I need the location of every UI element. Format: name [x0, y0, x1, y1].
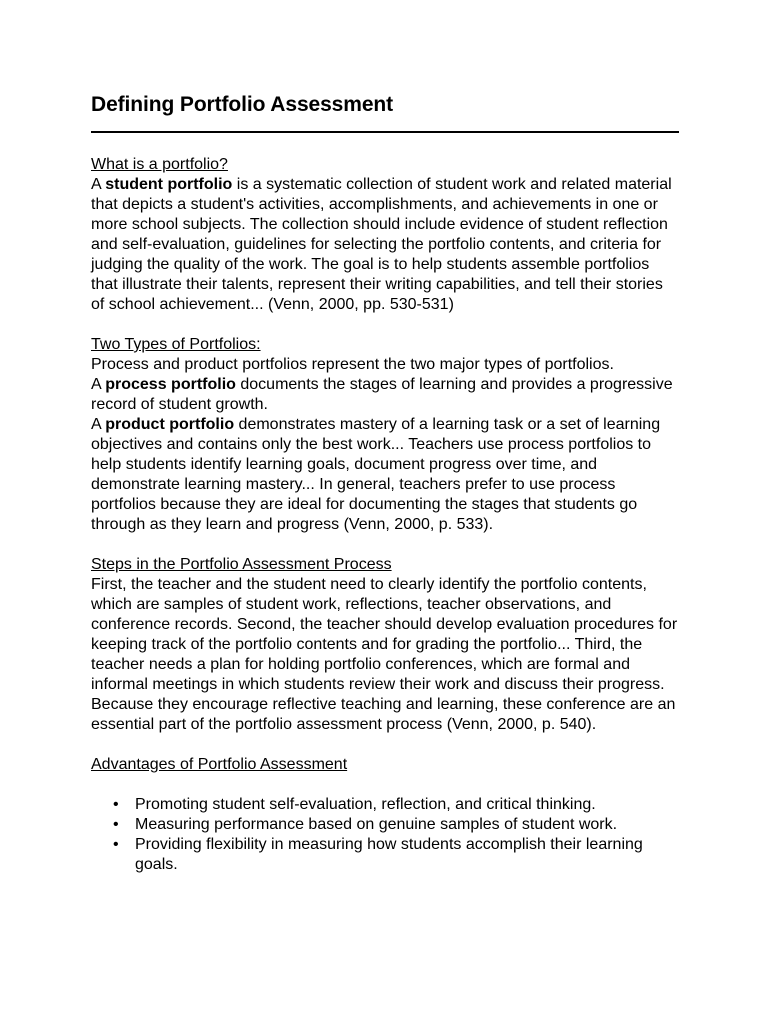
page-title: Defining Portfolio Assessment [91, 93, 394, 116]
bullet-icon: • [113, 836, 119, 853]
text-run: A [91, 176, 106, 193]
section-heading: What is a portfolio? [91, 156, 228, 173]
section-heading: Steps in the Portfolio Assessment Process [91, 556, 392, 573]
section-heading: Advantages of Portfolio Assessment [91, 756, 348, 773]
list-item [91, 835, 679, 875]
bold-term: process portfolio [105, 376, 236, 393]
bold-term: product portfolio [105, 416, 235, 433]
title-divider [91, 131, 679, 133]
text-run: A [91, 416, 106, 433]
list-item-text: Providing flexibility in measuring how students accomplish their learning goals. [135, 836, 643, 873]
list-item [91, 815, 679, 835]
list-item-text: Measuring performance based on genuine samples of student work. [135, 816, 618, 833]
section-advantages [91, 755, 679, 875]
section-what-is-portfolio [91, 155, 679, 315]
list-item [91, 795, 679, 815]
text-run: documents the stages of learning and provides a progressive record of student growth. [91, 376, 673, 413]
bold-term: student portfolio [105, 176, 233, 193]
section-two-types [91, 335, 679, 535]
list-item-text: Promoting student self-evaluation, reflection, and critical thinking. [135, 796, 596, 813]
paragraph [91, 175, 679, 315]
text-run: is a systematic collection of student work and related material that depicts a student's activities, accomplishments, and achievements in one or more school subjects. The collection should include evidence of student reflection and self-evaluation, guidelines for selecting the portfolio contents, and criteria for judging the quality of the work. The goal is to help students assemble portfolios that illustrate their talents, represent their writing capabilities, and tell their stories of school achievement... (Venn, 2000, pp. 530-531) [91, 176, 672, 313]
section-heading: Two Types of Portfolios: [91, 336, 261, 353]
text-run: A [91, 376, 106, 393]
bullet-icon: • [113, 796, 119, 813]
document-page [91, 92, 679, 875]
text-run: demonstrates mastery of a learning task or a set of learning objectives and contains only the best work... Teachers use process portfolios to help students identify learning goals, document progress over time, and demonstrate learning mastery... In general, teachers prefer to use process portfolios because they are ideal for documenting the stages that students go through as they learn and progress (Venn, 2000, p. 533). [91, 416, 661, 533]
paragraph [91, 415, 679, 535]
bullet-icon: • [113, 816, 119, 833]
section-steps [91, 555, 679, 735]
advantages-list [91, 795, 679, 875]
paragraph: First, the teacher and the student need to clearly identify the portfolio contents, which are samples of student work, reflections, teacher observations, and conference records. Second, the teacher should develop evaluation procedures for keeping track of the portfolio contents and for grading the portfolio... Third, the teacher needs a plan for holding portfolio conferences, which are formal and informal meetings in which students review their work and discuss their progress. Because they encourage reflective teaching and learning, these conference are an essential part of the portfolio assessment process (Venn, 2000, p. 540). [91, 576, 678, 733]
paragraph: Process and product portfolios represent the two major types of portfolios. [91, 356, 614, 373]
paragraph [91, 375, 679, 415]
